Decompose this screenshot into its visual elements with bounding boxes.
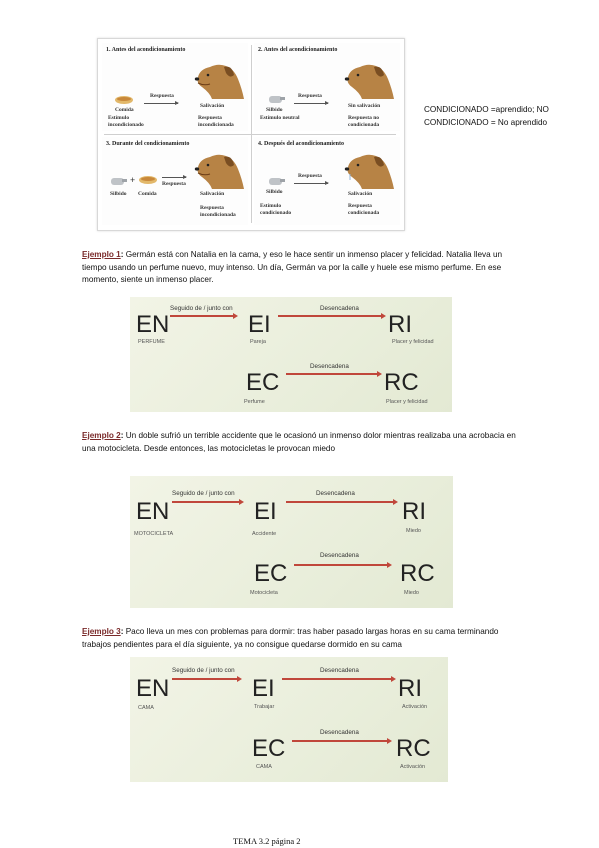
ri-sublabel: Activación [402,704,428,710]
schema-2 [130,476,453,608]
arrow-ei-ri [278,315,384,317]
dog-icon [338,57,396,99]
arrow-label-seguido: Seguido de / junto con [172,490,235,497]
example-colon: : [120,627,124,636]
dog-icon [188,147,246,189]
response-label: Respuesta [162,181,186,187]
example-text: Paco lleva un mes con problemas para dormir: tras haber pasado largas horas en su cama terminando trabajos pendientes para el día siguiente, ya no consigue quedarse dormido en su cama [82,627,499,649]
bottom-right-label: Respuesta incondicionada [198,115,234,128]
arrow-label-desencadena: Desencadena [320,729,359,736]
en-sublabel: PERFUME [138,339,165,345]
arrow-label-desencadena: Desencadena [316,490,355,497]
ec-sublabel: Perfume [244,399,265,405]
arrow-en-ei [172,678,240,680]
response-label: Respuesta [150,93,174,99]
response-arrow [162,177,186,178]
figure-divider-vertical [251,45,252,223]
ec-label: EC [246,369,280,396]
dog-icon [188,57,246,99]
en-label: EN [136,498,170,525]
ei-label: EI [248,311,271,338]
en-sublabel: MOTOCICLETA [134,531,174,537]
arrow-ec-rc [286,373,380,375]
whistle-icon [268,175,286,187]
result-label: Salivación [200,103,225,109]
side-note: CONDICIONADO =aprendido; NO CONDICIONADO = No aprendido [424,105,549,127]
arrow-ec-rc [292,740,390,742]
example-colon: : [120,431,124,440]
ec-label: EC [254,560,288,587]
ei-sublabel: Trabajar [254,704,275,710]
ei-label: EI [252,675,275,702]
arrow-label-desencadena: Desencadena [310,363,349,370]
example-colon: : [120,250,124,259]
example-2-paragraph [82,430,522,455]
dog-icon [338,147,396,189]
ei-sublabel: Pareja [250,339,266,345]
figure-panel-1 [102,43,248,131]
rc-sublabel: Activación [400,764,426,770]
rc-label: RC [384,369,419,396]
ei-sublabel: Accidente [252,531,277,537]
schema-1 [130,297,452,412]
plus-sign: + [130,175,136,185]
panel-title: 1. Antes del acondicionamiento [106,47,186,53]
response-label: Respuesta [298,173,322,179]
response-arrow [294,103,328,104]
example-label: Ejemplo 1 [82,250,121,259]
arrow-label-desencadena: Desencadena [320,552,359,559]
stimulus-label: Silbido [110,191,127,197]
result-label: Salivación [348,191,373,197]
response-label: Respuesta [298,93,322,99]
stimulus-2-label: Comida [138,191,157,197]
rc-label: RC [400,560,435,587]
example-text: Germán está con Natalia en la cama, y eso le hace sentir un inmenso placer y felicidad. Natalia lleva un tiempo usando un perfume nuevo, muy intenso. Un día, Germán va por la calle y huele ese mismo perfume. En ese momento, siente un inmenso placer. [82,250,503,284]
response-arrow [144,103,178,104]
figure-panel-2 [254,43,400,131]
example-3-paragraph [82,626,522,651]
bottom-right-label: Respuesta no condicionada [348,115,380,128]
example-1-paragraph [82,249,522,287]
arrow-label-desencadena: Desencadena [320,667,359,674]
conditioning-figure [97,38,405,231]
example-label: Ejemplo 2 [82,431,121,440]
result-label: Sin salivación [348,103,381,109]
arrow-ei-ri [286,501,396,503]
rc-sublabel: Placer y felicidad [386,399,428,405]
ec-sublabel: CAMA [256,764,272,770]
arrow-label-seguido: Seguido de / junto con [172,667,235,674]
food-bowl-icon [114,95,134,105]
example-text: Un doble sufrió un terrible accidente que le ocasionó un inmenso dolor mientras realizaba una acrobacia en una motocicleta. Desde entonces, las motocicletas le provocan miedo [82,431,516,453]
rc-label: RC [396,735,431,762]
panel-title: 4. Después del acondicionamiento [258,141,345,147]
figure-panel-4 [254,137,400,225]
panel-title: 3. Durante del condicionamiento [106,141,190,147]
ec-sublabel: Motocicleta [250,590,278,596]
stimulus-label: Silbido [266,189,283,195]
bottom-right-label: Respuesta incondicionada [200,205,236,218]
panel-title: 2. Antes del acondicionamiento [258,47,338,53]
stimulus-label: Silbido [266,107,283,113]
ri-label: RI [402,498,426,525]
bottom-left-label: Estímulo incondicionado [108,115,144,128]
ei-label: EI [254,498,277,525]
whistle-icon [268,93,286,105]
whistle-icon [110,175,128,187]
bottom-left-label: Estímulo neutral [260,115,300,121]
bottom-left-label: Estímulo condicionado [260,203,292,216]
page-footer: TEMA 3.2 página 2 [233,836,301,846]
arrow-label-seguido: Seguido de / junto con [170,305,233,312]
bottom-right-label: Respuesta condicionada [348,203,380,216]
food-bowl-icon [138,175,158,185]
figure-divider-horizontal [104,134,396,135]
arrow-ec-rc [294,564,390,566]
example-label: Ejemplo 3 [82,627,121,636]
arrow-en-ei [170,315,236,317]
ri-sublabel: Miedo [406,528,421,534]
ri-label: RI [398,675,422,702]
rc-sublabel: Miedo [404,590,419,596]
arrow-label-desencadena: Desencadena [320,305,359,312]
ri-label: RI [388,311,412,338]
arrow-ei-ri [282,678,394,680]
figure-panel-3 [102,137,248,225]
stimulus-label: Comida [115,107,134,113]
en-label: EN [136,675,170,702]
en-sublabel: CAMA [138,705,154,711]
response-arrow [294,183,328,184]
result-label: Salivación [200,191,225,197]
ri-sublabel: Placer y felicidad [392,339,434,345]
en-label: EN [136,311,170,338]
schema-3 [130,657,448,782]
ec-label: EC [252,735,286,762]
arrow-en-ei [172,501,242,503]
